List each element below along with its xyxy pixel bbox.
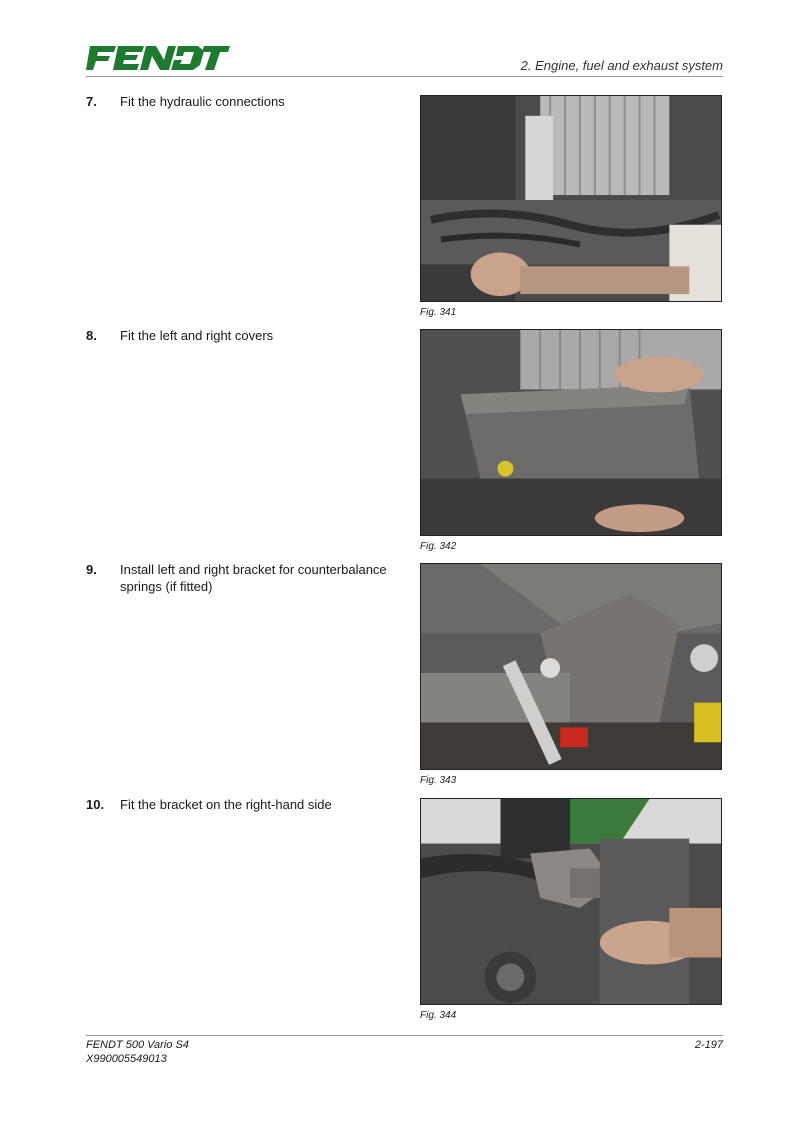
footer-doc-number: X990005549013	[86, 1053, 167, 1065]
page-number: 2-197	[694, 1039, 723, 1051]
step-number: 9.	[86, 562, 97, 577]
step-text: Fit the hydraulic connections	[120, 94, 285, 109]
figure-caption: Fig. 343	[420, 775, 457, 786]
footer-divider	[86, 1035, 723, 1036]
step-number: 7.	[86, 94, 97, 109]
header-divider	[86, 76, 723, 77]
step-text: Install left and right bracket for counterbalance springs (if fitted)	[120, 562, 387, 594]
photo-counterbalance-bracket	[420, 563, 722, 770]
figure-caption: Fig. 344	[420, 1010, 457, 1021]
step-number: 8.	[86, 328, 97, 343]
photo-covers	[420, 329, 722, 536]
fendt-logo	[86, 44, 230, 72]
photo-hydraulic-connections	[420, 95, 722, 302]
step-text: Fit the left and right covers	[120, 328, 274, 343]
figure-caption: Fig. 341	[420, 307, 457, 318]
step-number: 10.	[86, 797, 105, 812]
photo-right-hand-bracket	[420, 798, 722, 1005]
footer-model: FENDT 500 Vario S4	[86, 1039, 189, 1051]
section-title: 2. Engine, fuel and exhaust system	[520, 58, 723, 73]
step-text: Fit the bracket on the right-hand side	[120, 797, 332, 812]
figure-caption: Fig. 342	[420, 541, 457, 552]
